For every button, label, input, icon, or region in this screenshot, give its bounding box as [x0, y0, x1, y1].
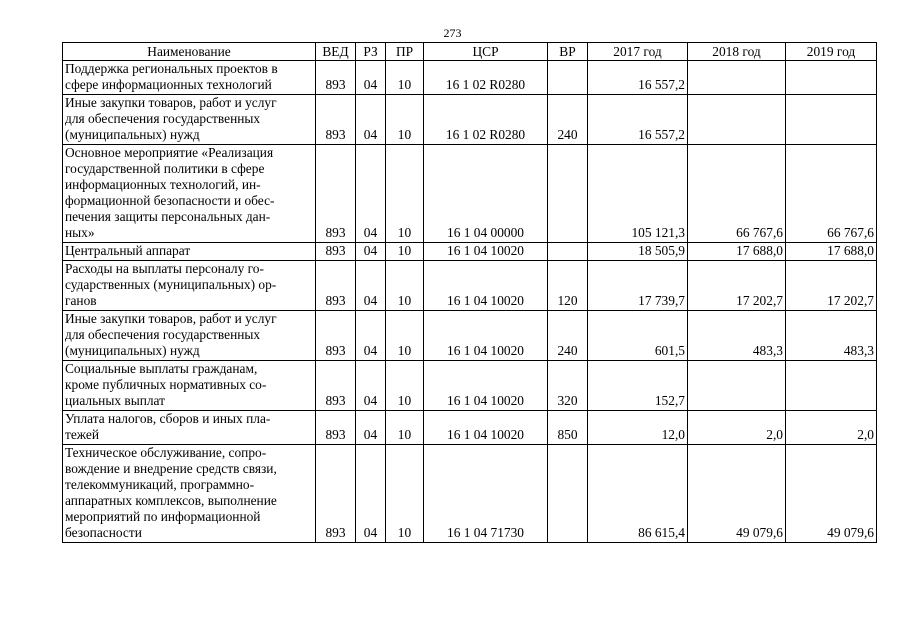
cell-csr: 16 1 04 10020 — [424, 243, 548, 261]
cell-2017: 18 505,9 — [588, 243, 688, 261]
cell-pr: 10 — [386, 311, 424, 361]
cell-name — [63, 445, 316, 543]
cell-ved: 893 — [316, 145, 356, 243]
cell-name-line: кроме публичных нормативных со- — [65, 377, 267, 392]
cell-vr: 850 — [548, 411, 588, 445]
cell-vr — [548, 145, 588, 243]
cell-ved: 893 — [316, 361, 356, 411]
cell-name-line: Основное мероприятие «Реализация — [65, 145, 274, 160]
table-row — [63, 411, 877, 445]
cell-rz: 04 — [356, 311, 386, 361]
cell-csr: 16 1 02 R0280 — [424, 95, 548, 145]
cell-csr: 16 1 04 71730 — [424, 445, 548, 543]
cell-name-line: сударственных (муниципальных) ор- — [65, 277, 277, 292]
cell-name — [63, 361, 316, 411]
cell-2019 — [786, 361, 877, 411]
cell-name — [63, 261, 316, 311]
cell-name-line: (муниципальных) нужд — [65, 127, 200, 142]
cell-rz: 04 — [356, 145, 386, 243]
cell-name-line: телекоммуникаций, программно- — [65, 477, 255, 492]
table-row — [63, 145, 877, 243]
table-row — [63, 61, 877, 95]
cell-ved: 893 — [316, 95, 356, 145]
header-ved: ВЕД — [316, 43, 356, 61]
cell-pr: 10 — [386, 61, 424, 95]
cell-vr: 240 — [548, 95, 588, 145]
cell-pr: 10 — [386, 145, 424, 243]
header-2017: 2017 год — [588, 43, 688, 61]
cell-2018 — [688, 361, 786, 411]
header-vr: ВР — [548, 43, 588, 61]
cell-2018: 17 202,7 — [688, 261, 786, 311]
header-2018: 2018 год — [688, 43, 786, 61]
cell-name-line: Техническое обслуживание, сопро- — [65, 445, 267, 460]
cell-rz: 04 — [356, 361, 386, 411]
cell-csr: 16 1 02 R0280 — [424, 61, 548, 95]
cell-2017: 16 557,2 — [588, 95, 688, 145]
cell-ved: 893 — [316, 261, 356, 311]
budget-table — [62, 42, 877, 543]
cell-name-line: Расходы на выплаты персоналу го- — [65, 261, 264, 276]
cell-rz: 04 — [356, 95, 386, 145]
cell-2017: 152,7 — [588, 361, 688, 411]
cell-2018: 49 079,6 — [688, 445, 786, 543]
cell-name-line: ганов — [65, 293, 97, 308]
cell-rz: 04 — [356, 445, 386, 543]
header-2019: 2019 год — [786, 43, 877, 61]
cell-ved: 893 — [316, 411, 356, 445]
cell-name-line: аппаратных комплексов, выполнение — [65, 493, 277, 508]
cell-2018 — [688, 95, 786, 145]
cell-pr: 10 — [386, 95, 424, 145]
cell-name-line: информационных технологий, ин- — [65, 177, 261, 192]
cell-pr: 10 — [386, 445, 424, 543]
cell-name-line: формационной безопасности и обес- — [65, 193, 275, 208]
cell-2017: 12,0 — [588, 411, 688, 445]
cell-ved: 893 — [316, 445, 356, 543]
cell-2019: 17 688,0 — [786, 243, 877, 261]
cell-2018: 2,0 — [688, 411, 786, 445]
cell-name — [63, 61, 316, 95]
cell-2018: 66 767,6 — [688, 145, 786, 243]
cell-2017: 16 557,2 — [588, 61, 688, 95]
table-row — [63, 311, 877, 361]
cell-name-line: безопасности — [65, 525, 142, 540]
cell-vr: 120 — [548, 261, 588, 311]
cell-ved: 893 — [316, 243, 356, 261]
header-csr: ЦСР — [424, 43, 548, 61]
cell-name-line: Социальные выплаты гражданам, — [65, 361, 258, 376]
cell-vr — [548, 61, 588, 95]
header-pr: ПР — [386, 43, 424, 61]
header-name: Наименование — [63, 43, 316, 61]
cell-name — [63, 311, 316, 361]
cell-vr — [548, 445, 588, 543]
cell-vr: 320 — [548, 361, 588, 411]
cell-name-line: печения защиты персональных дан- — [65, 209, 271, 224]
cell-name-line: государственной политики в сфере — [65, 161, 265, 176]
cell-pr: 10 — [386, 261, 424, 311]
cell-rz: 04 — [356, 411, 386, 445]
cell-name-line: сфере информационных технологий — [65, 77, 272, 92]
cell-2019: 483,3 — [786, 311, 877, 361]
cell-vr — [548, 243, 588, 261]
cell-name-line: Иные закупки товаров, работ и услуг — [65, 311, 277, 326]
cell-vr: 240 — [548, 311, 588, 361]
cell-2017: 601,5 — [588, 311, 688, 361]
cell-name-line: мероприятий по информационной — [65, 509, 261, 524]
cell-2019: 17 202,7 — [786, 261, 877, 311]
cell-name-line: для обеспечения государственных — [65, 111, 261, 126]
cell-name-line: вождение и внедрение средств связи, — [65, 461, 277, 476]
cell-name-line: для обеспечения государственных — [65, 327, 261, 342]
table-row — [63, 95, 877, 145]
page-number: 273 — [443, 26, 462, 40]
cell-2017: 105 121,3 — [588, 145, 688, 243]
cell-name-line: тежей — [65, 427, 99, 442]
table-row — [63, 445, 877, 543]
cell-csr: 16 1 04 00000 — [424, 145, 548, 243]
cell-2019 — [786, 61, 877, 95]
cell-2019: 66 767,6 — [786, 145, 877, 243]
cell-name-line: Центральный аппарат — [65, 243, 191, 258]
cell-2018: 483,3 — [688, 311, 786, 361]
cell-2019: 49 079,6 — [786, 445, 877, 543]
cell-csr: 16 1 04 10020 — [424, 361, 548, 411]
cell-name — [63, 95, 316, 145]
cell-pr: 10 — [386, 361, 424, 411]
cell-2018: 17 688,0 — [688, 243, 786, 261]
cell-name-line: ных» — [65, 225, 95, 240]
cell-csr: 16 1 04 10020 — [424, 411, 548, 445]
cell-2017: 17 739,7 — [588, 261, 688, 311]
cell-rz: 04 — [356, 243, 386, 261]
table-header-row — [63, 43, 877, 61]
cell-name-line: Поддержка региональных проектов в — [65, 61, 278, 76]
cell-name-line: Уплата налогов, сборов и иных пла- — [65, 411, 271, 426]
cell-name-line: Иные закупки товаров, работ и услуг — [65, 95, 277, 110]
cell-csr: 16 1 04 10020 — [424, 261, 548, 311]
table-row — [63, 361, 877, 411]
header-rz: РЗ — [356, 43, 386, 61]
table-row — [63, 243, 877, 261]
cell-2019 — [786, 95, 877, 145]
cell-name — [63, 145, 316, 243]
table-row — [63, 261, 877, 311]
cell-ved: 893 — [316, 311, 356, 361]
cell-ved: 893 — [316, 61, 356, 95]
cell-2017: 86 615,4 — [588, 445, 688, 543]
table-body — [63, 61, 877, 543]
cell-name — [63, 411, 316, 445]
cell-name-line: циальных выплат — [65, 393, 166, 408]
cell-2019: 2,0 — [786, 411, 877, 445]
cell-rz: 04 — [356, 61, 386, 95]
cell-pr: 10 — [386, 243, 424, 261]
cell-name — [63, 243, 316, 261]
cell-2018 — [688, 61, 786, 95]
cell-rz: 04 — [356, 261, 386, 311]
cell-name-line: (муниципальных) нужд — [65, 343, 200, 358]
cell-pr: 10 — [386, 411, 424, 445]
cell-csr: 16 1 04 10020 — [424, 311, 548, 361]
